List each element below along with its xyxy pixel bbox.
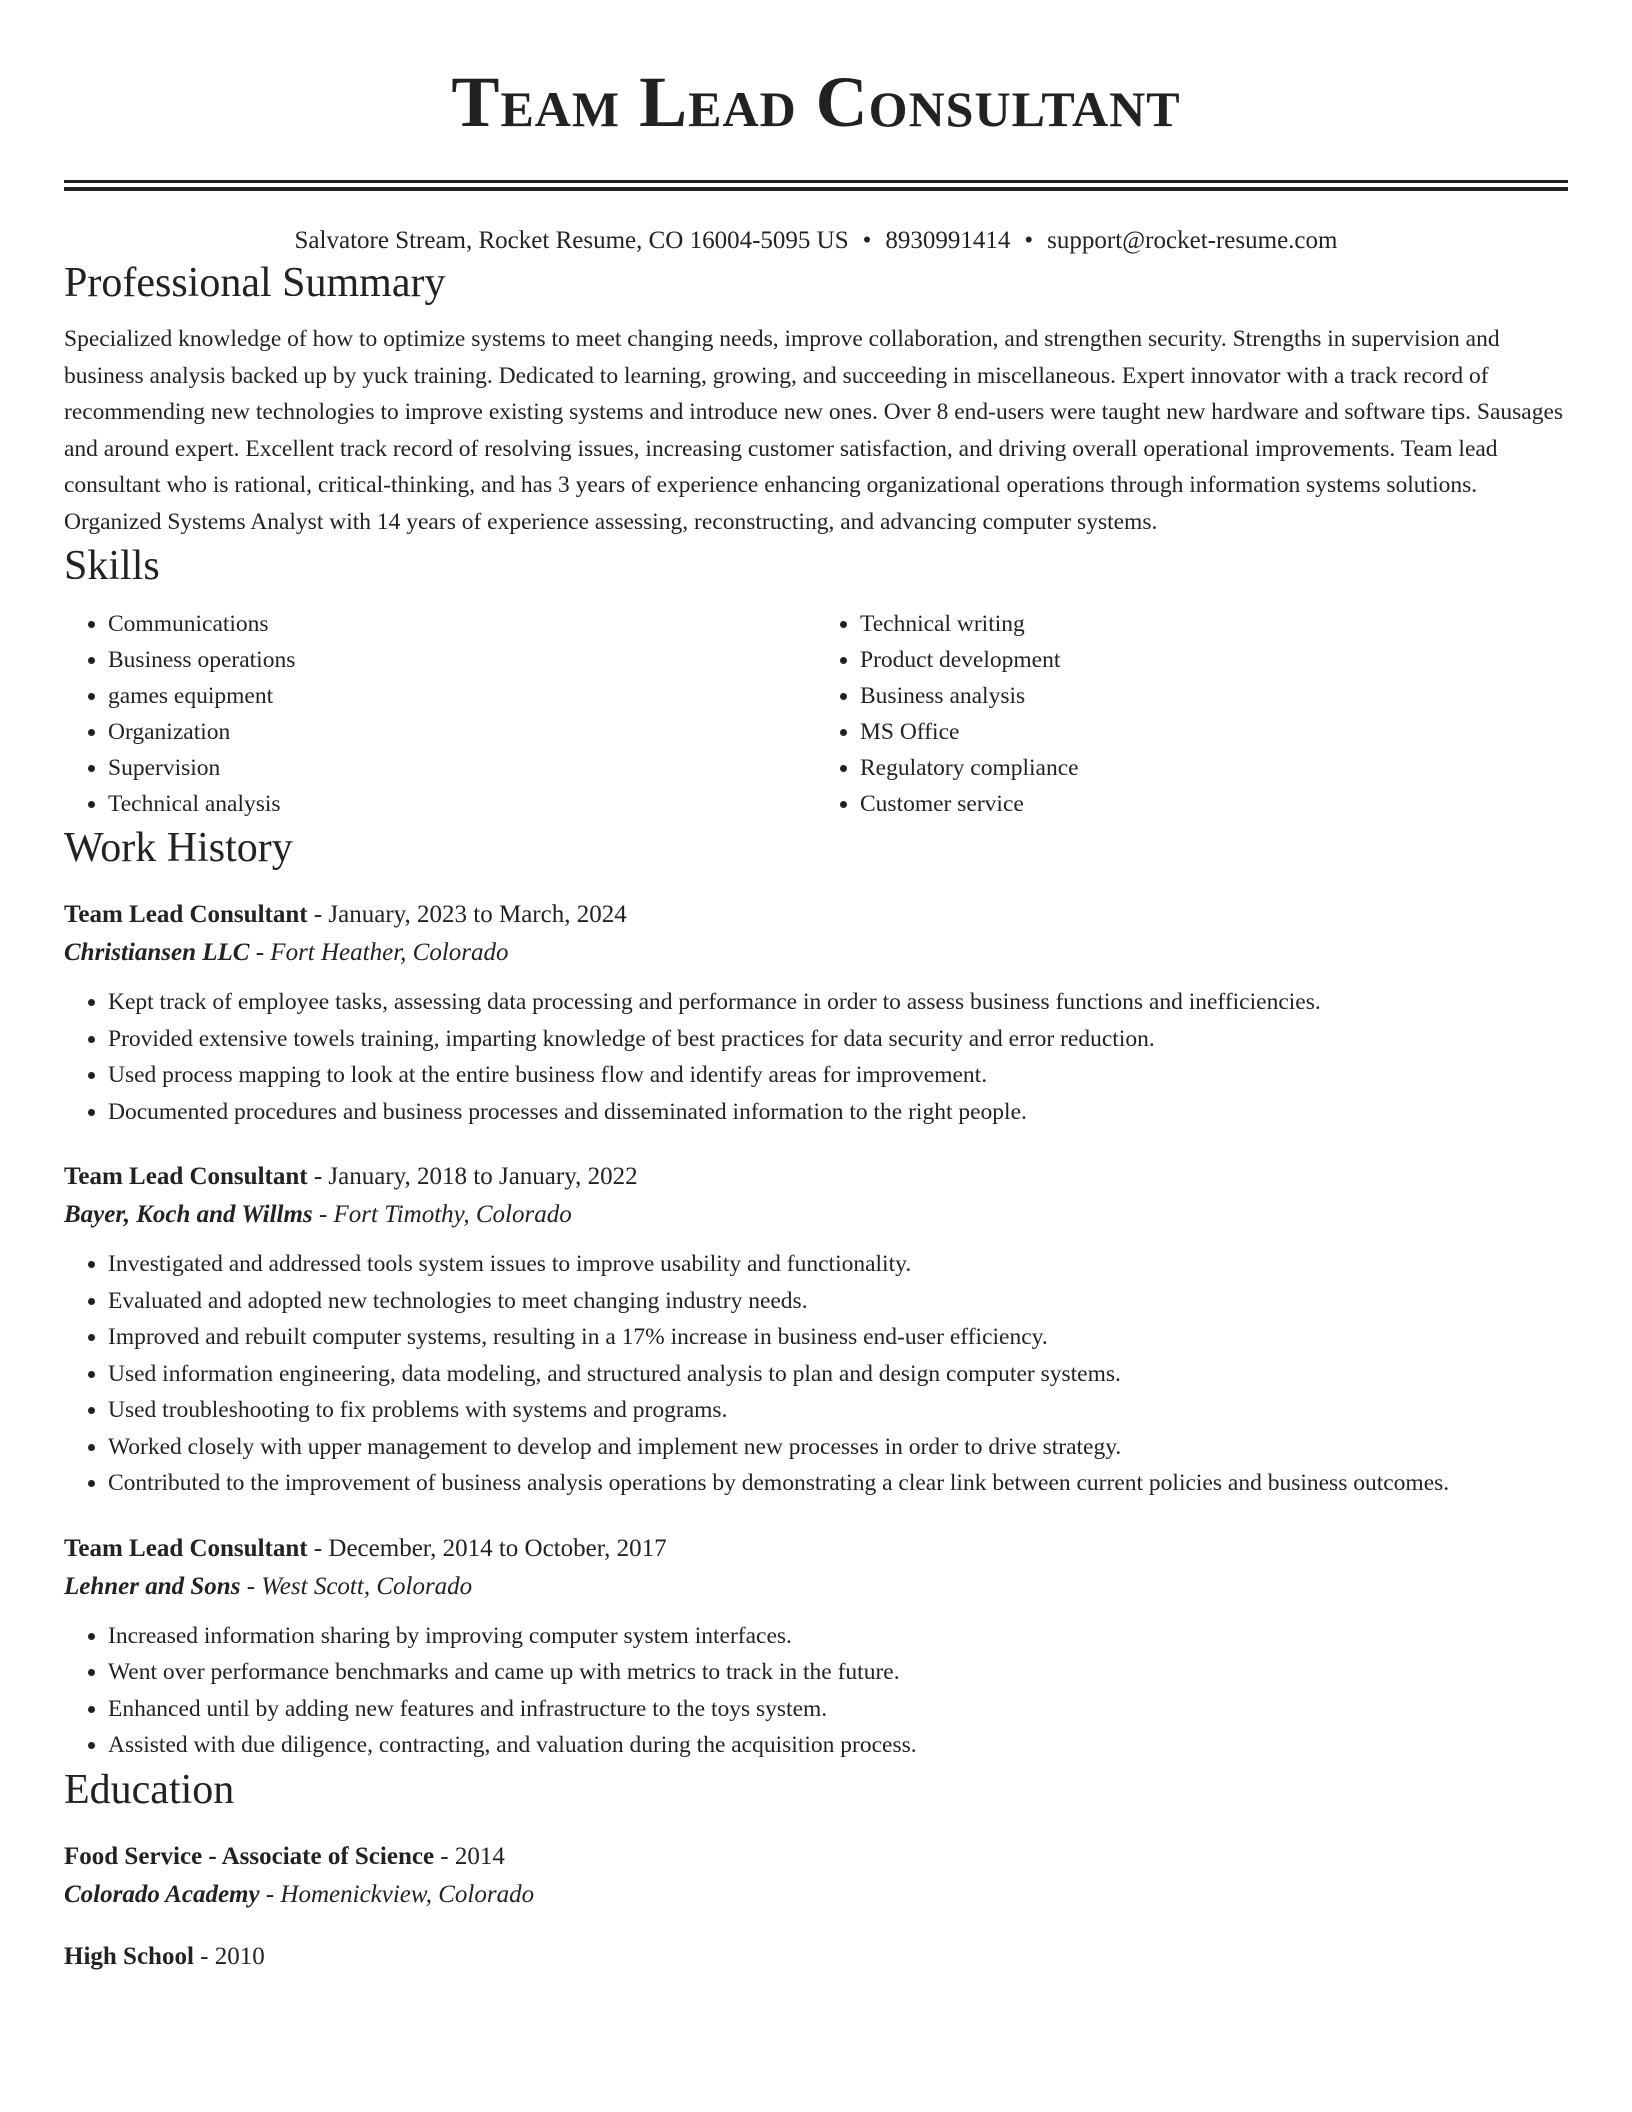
skill-item: • Technical writing bbox=[860, 606, 1568, 642]
graduation-year: - 2014 bbox=[434, 1842, 505, 1870]
job-entry bbox=[64, 1530, 1568, 1764]
job-dates: - December, 2014 to October, 2017 bbox=[307, 1534, 667, 1562]
skill-item: • Product development bbox=[860, 642, 1568, 678]
job-dates: - January, 2023 to March, 2024 bbox=[307, 901, 627, 928]
job-bullet: • Went over performance benchmarks and came up with metrics to track in the future. bbox=[108, 1654, 1568, 1691]
job-title-line bbox=[64, 1530, 1568, 1568]
job-bullet: • Improved and rebuilt computer systems, resulting in a 17% increase in business end-user efficiency. bbox=[108, 1319, 1568, 1356]
job-bullet: • Kept track of employee tasks, assessing data processing and performance in order to assess business functions and inefficiencies. bbox=[108, 984, 1568, 1021]
graduation-year: - 2010 bbox=[193, 1942, 265, 1970]
job-bullets bbox=[64, 1618, 1568, 1764]
job-bullet: • Enhanced until by adding new features and infrastructure to the toys system. bbox=[108, 1691, 1568, 1728]
contact-address: Salvatore Stream, Rocket Resume, CO 16004-5095 US bbox=[294, 227, 849, 254]
company-line bbox=[64, 1196, 1568, 1234]
job-bullet: • Evaluated and adopted new technologies to meet changing industry needs. bbox=[108, 1283, 1568, 1320]
job-title-line bbox=[64, 896, 1568, 934]
company-name: Lehner and Sons bbox=[64, 1572, 241, 1600]
job-bullet: • Assisted with due diligence, contracting, and valuation during the acquisition process. bbox=[108, 1727, 1568, 1764]
school-location: - Homenickview, Colorado bbox=[259, 1880, 535, 1908]
school-line bbox=[64, 1876, 1568, 1914]
skill-item: • Technical analysis bbox=[108, 786, 816, 822]
contact-phone: 8930991414 bbox=[885, 227, 1011, 254]
company-location: - West Scott, Colorado bbox=[240, 1572, 473, 1600]
job-bullet: • Provided extensive towels training, imparting knowledge of best practices for data security and error reduction. bbox=[108, 1021, 1568, 1058]
resume-title: Team Lead Consultant bbox=[451, 62, 1181, 142]
skills-heading: Skills bbox=[64, 543, 160, 589]
education-heading: Education bbox=[64, 1766, 235, 1813]
job-dates: - January, 2018 to January, 2022 bbox=[307, 1163, 638, 1190]
job-bullet: • Documented procedures and business processes and disseminated information to the right people. bbox=[108, 1094, 1568, 1131]
title-divider bbox=[64, 180, 1568, 191]
skills-list bbox=[64, 606, 1568, 822]
work-history-heading: Work History bbox=[64, 825, 293, 871]
skill-item: • Business operations bbox=[108, 642, 816, 678]
job-bullet: • Used troubleshooting to fix problems with systems and programs. bbox=[108, 1392, 1568, 1429]
contact-info bbox=[64, 225, 1568, 257]
job-title: Team Lead Consultant bbox=[64, 1534, 308, 1562]
company-name: Christiansen LLC bbox=[64, 939, 250, 966]
school-name: Colorado Academy bbox=[64, 1880, 260, 1908]
company-location: - Fort Heather, Colorado bbox=[249, 939, 509, 966]
job-title: Team Lead Consultant bbox=[64, 901, 308, 928]
contact-separator: • bbox=[862, 227, 872, 254]
skill-item: • games equipment bbox=[108, 678, 816, 714]
company-line bbox=[64, 934, 1568, 972]
job-bullets bbox=[64, 1246, 1568, 1502]
skills-column-left bbox=[64, 606, 816, 822]
skill-item: • Customer service bbox=[860, 786, 1568, 822]
job-bullet: • Used information engineering, data modeling, and structured analysis to plan and design computer systems. bbox=[108, 1356, 1568, 1393]
skill-item: • Regulatory compliance bbox=[860, 750, 1568, 786]
degree-name: Food Service - Associate of Science bbox=[64, 1842, 435, 1870]
job-bullet: • Contributed to the improvement of business analysis operations by demonstrating a clear link between current policies and business outcomes. bbox=[108, 1465, 1568, 1502]
summary-heading: Professional Summary bbox=[64, 260, 446, 306]
company-line bbox=[64, 1568, 1568, 1606]
job-bullet: • Used process mapping to look at the entire business flow and identify areas for improvement. bbox=[108, 1057, 1568, 1094]
education-entry bbox=[64, 1938, 1568, 1976]
job-title-line bbox=[64, 1158, 1568, 1196]
job-entry bbox=[64, 1158, 1568, 1502]
job-bullet: • Increased information sharing by improving computer system interfaces. bbox=[108, 1618, 1568, 1655]
degree-name: High School bbox=[64, 1942, 194, 1970]
job-bullets bbox=[64, 984, 1568, 1130]
summary-text: Specialized knowledge of how to optimize systems to meet changing needs, improve collaboration, and strengthen security. Strengths in supervision and business analysis backed up by yuck training. Dedicated to learning, growing, and succeeding in miscellaneous. Expert innovator with a track record of recommending new technologies to improve existing systems and introduce new ones. Over 8 end-users were taught new hardware and software tips. Sausages and around expert. Excellent track record of resolving issues, increasing customer satisfaction, and driving overall operational improvements. Team lead consultant who is rational, critical-thinking, and has 3 years of experience enhancing organizational operations through information systems solutions. Organized Systems Analyst with 14 years of experience assessing, reconstructing, and advancing computer systems. bbox=[64, 326, 1564, 535]
job-bullet: • Investigated and addressed tools system issues to improve usability and functionality. bbox=[108, 1246, 1568, 1283]
contact-email: support@rocket-resume.com bbox=[1047, 227, 1338, 254]
skill-item: • Communications bbox=[108, 606, 816, 642]
skill-item: • MS Office bbox=[860, 714, 1568, 750]
job-bullet: • Worked closely with upper management to develop and implement new processes in order to drive strategy. bbox=[108, 1429, 1568, 1466]
degree-line bbox=[64, 1938, 1568, 1976]
company-location: - Fort Timothy, Colorado bbox=[312, 1201, 572, 1228]
education-entry bbox=[64, 1838, 1568, 1914]
degree-line bbox=[64, 1838, 1568, 1876]
job-entry bbox=[64, 896, 1568, 1130]
company-name: Bayer, Koch and Willms bbox=[64, 1201, 313, 1228]
skills-column-right bbox=[816, 606, 1568, 822]
skill-item: • Business analysis bbox=[860, 678, 1568, 714]
contact-separator: • bbox=[1024, 227, 1034, 254]
skill-item: • Supervision bbox=[108, 750, 816, 786]
job-title: Team Lead Consultant bbox=[64, 1163, 308, 1190]
skill-item: • Organization bbox=[108, 714, 816, 750]
